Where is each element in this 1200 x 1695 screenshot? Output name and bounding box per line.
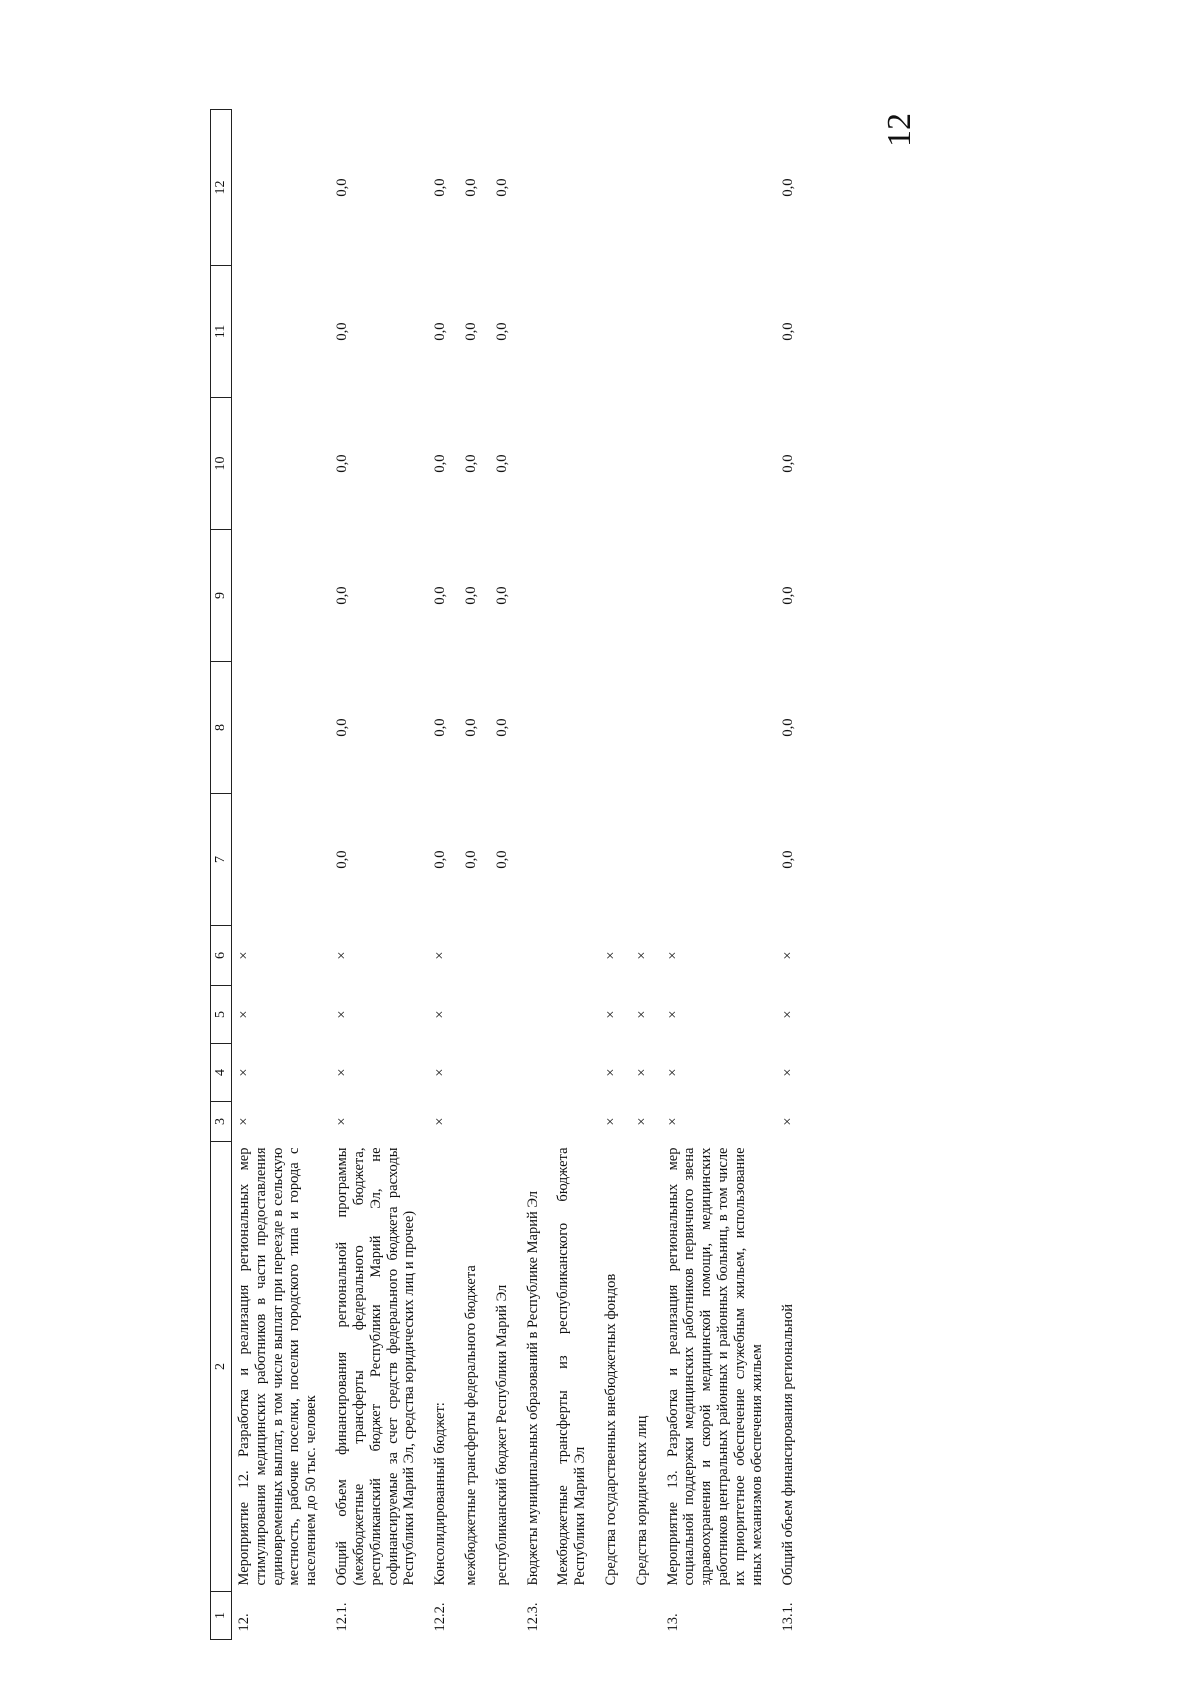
value-cell: 0,0 bbox=[462, 178, 479, 197]
value-cell: 0,0 bbox=[462, 454, 479, 473]
value-cell bbox=[551, 1102, 599, 1142]
value-cell bbox=[490, 1102, 521, 1142]
value-cell: 0,0 bbox=[779, 718, 796, 737]
col-header: 2 bbox=[211, 1142, 232, 1592]
col-header: 5 bbox=[211, 986, 232, 1044]
value-cell: × bbox=[633, 951, 650, 960]
value-cell bbox=[599, 530, 630, 662]
value-cell: 0,0 bbox=[334, 322, 351, 341]
value-cell bbox=[490, 1044, 521, 1102]
table-row bbox=[521, 110, 552, 1640]
row-number bbox=[551, 1592, 599, 1640]
value-cell: 0,0 bbox=[432, 454, 449, 473]
value-cell bbox=[459, 926, 490, 986]
row-description: Средства государственных внебюджетных фондов bbox=[603, 1273, 619, 1586]
financing-table bbox=[210, 109, 806, 1640]
value-cell bbox=[551, 926, 599, 986]
value-cell bbox=[521, 926, 552, 986]
row-description: межбюджетные трансферты федерального бюджета bbox=[462, 1265, 479, 1586]
value-cell bbox=[661, 662, 776, 794]
table-row bbox=[630, 110, 661, 1640]
value-cell bbox=[551, 662, 599, 794]
column-number-header bbox=[211, 110, 232, 1640]
value-cell bbox=[599, 794, 630, 926]
value-cell bbox=[459, 1102, 490, 1142]
value-cell: 0,0 bbox=[462, 850, 479, 869]
table-row bbox=[428, 110, 459, 1640]
value-cell: × bbox=[779, 1068, 796, 1077]
row-number bbox=[459, 1592, 490, 1640]
value-cell: × bbox=[603, 1010, 619, 1019]
row-description: Бюджеты муниципальных образований в Республике Марий Эл bbox=[524, 1191, 541, 1586]
value-cell: 0,0 bbox=[493, 718, 510, 737]
value-cell bbox=[599, 110, 630, 266]
value-cell bbox=[551, 986, 599, 1044]
value-cell bbox=[232, 110, 331, 266]
value-cell: × bbox=[236, 1010, 252, 1019]
value-cell: × bbox=[633, 1117, 650, 1126]
value-cell bbox=[661, 110, 776, 266]
table-body bbox=[232, 110, 807, 1640]
value-cell bbox=[551, 530, 599, 662]
row-number: 12.2. bbox=[432, 1602, 449, 1632]
value-cell: 0,0 bbox=[432, 718, 449, 737]
value-cell: × bbox=[633, 1010, 650, 1019]
value-cell bbox=[630, 794, 661, 926]
col-header: 6 bbox=[211, 926, 232, 986]
col-header: 7 bbox=[211, 794, 232, 926]
value-cell: 0,0 bbox=[493, 322, 510, 341]
row-number: 13.1. bbox=[779, 1602, 796, 1632]
value-cell: × bbox=[432, 1010, 449, 1019]
value-cell: × bbox=[603, 951, 619, 960]
value-cell bbox=[521, 110, 552, 266]
col-header: 9 bbox=[211, 530, 232, 662]
value-cell: × bbox=[432, 1068, 449, 1077]
rotated-table-container bbox=[210, 110, 850, 1640]
row-description: Общий объем финансирования региональной bbox=[779, 1304, 796, 1586]
value-cell: × bbox=[432, 951, 449, 960]
row-description: Общий объем финансирования региональной программы (межбюджетные трансферты федерального бюджета, республиканский бюджет Республики Марий Эл, не софинансируемые за счет средств федерального бюджета расходы Республики Марий Эл, средства юридических лиц и прочее) bbox=[334, 1147, 418, 1586]
value-cell: 0,0 bbox=[432, 586, 449, 605]
value-cell: × bbox=[779, 951, 796, 960]
value-cell bbox=[521, 662, 552, 794]
value-cell bbox=[630, 662, 661, 794]
value-cell bbox=[599, 398, 630, 530]
row-description: Мероприятие 13. Разработка и реализация региональных мер социальной поддержки медицинских работников первичного звена здравоохранения и скорой медицинской помощи, медицинских работников центральных районных и районных больниц, в том числе их приоритетное обеспечение служебным жильем, использование иных механизмов обеспечения жильем bbox=[664, 1147, 765, 1586]
table-row bbox=[776, 110, 807, 1640]
value-cell: 0,0 bbox=[779, 178, 796, 197]
value-cell bbox=[521, 1044, 552, 1102]
value-cell bbox=[459, 986, 490, 1044]
value-cell: 0,0 bbox=[334, 718, 351, 737]
value-cell: 0,0 bbox=[432, 322, 449, 341]
col-header: 1 bbox=[211, 1592, 232, 1640]
row-number bbox=[599, 1592, 630, 1640]
value-cell bbox=[521, 530, 552, 662]
col-header: 3 bbox=[211, 1102, 232, 1142]
value-cell bbox=[551, 266, 599, 398]
value-cell bbox=[630, 398, 661, 530]
table-row bbox=[232, 110, 331, 1640]
table-row bbox=[551, 110, 599, 1640]
table-row bbox=[459, 110, 490, 1640]
value-cell: 0,0 bbox=[779, 586, 796, 605]
col-header: 12 bbox=[211, 110, 232, 266]
value-cell: × bbox=[334, 951, 351, 960]
value-cell bbox=[551, 110, 599, 266]
value-cell: 0,0 bbox=[493, 454, 510, 473]
value-cell: 0,0 bbox=[334, 850, 351, 869]
value-cell: × bbox=[334, 1117, 351, 1126]
value-cell bbox=[661, 266, 776, 398]
value-cell: × bbox=[664, 1117, 681, 1126]
value-cell bbox=[490, 926, 521, 986]
value-cell: 0,0 bbox=[779, 850, 796, 869]
value-cell bbox=[521, 266, 552, 398]
row-number: 12. bbox=[236, 1613, 252, 1632]
value-cell bbox=[551, 398, 599, 530]
value-cell: 0,0 bbox=[432, 178, 449, 197]
value-cell: × bbox=[603, 1117, 619, 1126]
value-cell: × bbox=[432, 1117, 449, 1126]
value-cell: × bbox=[633, 1068, 650, 1077]
value-cell: × bbox=[334, 1010, 351, 1019]
value-cell bbox=[551, 1044, 599, 1102]
value-cell bbox=[661, 398, 776, 530]
row-description: Межбюджетные трансферты из республиканского бюджета Республики Марий Эл bbox=[555, 1147, 589, 1586]
value-cell bbox=[521, 986, 552, 1044]
value-cell: 0,0 bbox=[493, 178, 510, 197]
value-cell: 0,0 bbox=[432, 850, 449, 869]
value-cell: 0,0 bbox=[462, 586, 479, 605]
value-cell bbox=[630, 530, 661, 662]
page-number: 12 bbox=[881, 113, 918, 147]
value-cell bbox=[599, 662, 630, 794]
col-header: 11 bbox=[211, 266, 232, 398]
col-header: 8 bbox=[211, 662, 232, 794]
table-row bbox=[599, 110, 630, 1640]
value-cell bbox=[599, 266, 630, 398]
value-cell bbox=[661, 794, 776, 926]
value-cell bbox=[630, 110, 661, 266]
value-cell bbox=[232, 266, 331, 398]
col-header: 10 bbox=[211, 398, 232, 530]
row-description: Средства юридических лиц bbox=[633, 1415, 650, 1586]
row-description: республиканский бюджет Республики Марий Эл bbox=[493, 1284, 510, 1586]
value-cell: × bbox=[236, 1117, 252, 1126]
value-cell: × bbox=[334, 1068, 351, 1077]
value-cell: × bbox=[603, 1068, 619, 1077]
row-description: Консолидированный бюджет: bbox=[432, 1402, 449, 1586]
value-cell: × bbox=[664, 951, 681, 960]
value-cell bbox=[661, 530, 776, 662]
value-cell bbox=[459, 1044, 490, 1102]
value-cell bbox=[551, 794, 599, 926]
value-cell bbox=[232, 530, 331, 662]
value-cell bbox=[521, 398, 552, 530]
value-cell: × bbox=[779, 1010, 796, 1019]
value-cell: 0,0 bbox=[779, 322, 796, 341]
value-cell bbox=[521, 794, 552, 926]
table-row bbox=[330, 110, 428, 1640]
row-number: 12.3. bbox=[524, 1602, 541, 1632]
row-number bbox=[630, 1592, 661, 1640]
col-header: 4 bbox=[211, 1044, 232, 1102]
value-cell bbox=[490, 986, 521, 1044]
value-cell bbox=[232, 398, 331, 530]
value-cell: × bbox=[236, 1068, 252, 1077]
value-cell: 0,0 bbox=[493, 586, 510, 605]
row-number: 12.1. bbox=[334, 1602, 351, 1632]
value-cell: 0,0 bbox=[462, 718, 479, 737]
table-row bbox=[490, 110, 521, 1640]
value-cell: × bbox=[779, 1117, 796, 1126]
value-cell: 0,0 bbox=[334, 178, 351, 197]
row-description: Мероприятие 12. Разработка и реализация региональных мер стимулирования медицинских работников в части предоставления единовременных выплат, в том числе выплат при переезде в сельскую местность, рабочие поселки, поселки городского типа и города с населением до 50 тыс. человек bbox=[236, 1147, 320, 1586]
value-cell: × bbox=[236, 951, 252, 960]
value-cell: 0,0 bbox=[334, 586, 351, 605]
value-cell bbox=[630, 266, 661, 398]
table-row bbox=[661, 110, 776, 1640]
row-number: 13. bbox=[664, 1613, 681, 1632]
value-cell: 0,0 bbox=[334, 454, 351, 473]
value-cell: × bbox=[664, 1068, 681, 1077]
value-cell bbox=[232, 662, 331, 794]
value-cell bbox=[232, 794, 331, 926]
row-number bbox=[490, 1592, 521, 1640]
value-cell bbox=[521, 1102, 552, 1142]
value-cell: × bbox=[664, 1010, 681, 1019]
value-cell: 0,0 bbox=[493, 850, 510, 869]
value-cell: 0,0 bbox=[779, 454, 796, 473]
value-cell: 0,0 bbox=[462, 322, 479, 341]
